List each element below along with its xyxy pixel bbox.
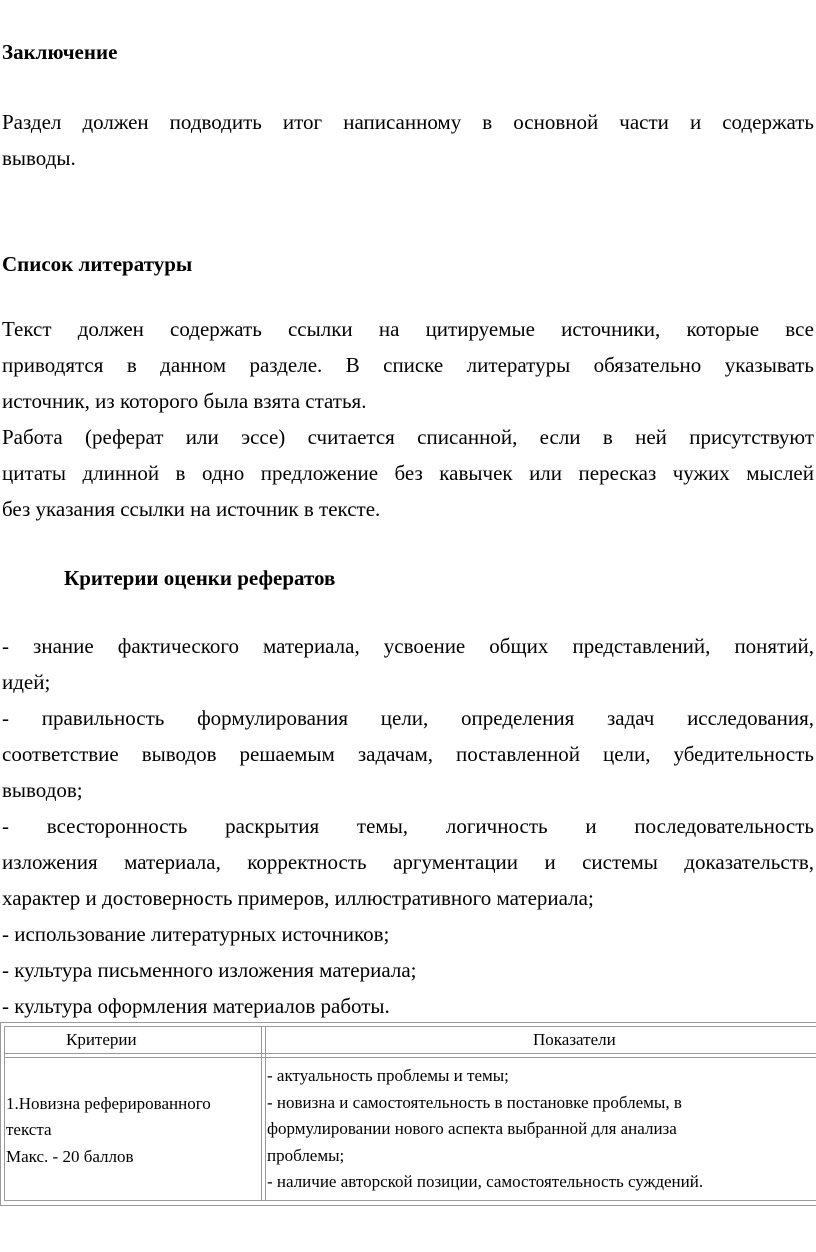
header-indicators: Показатели <box>533 1030 616 1049</box>
text-line: Текст должен содержать ссылки на цитируемые источники, которые все <box>2 317 814 341</box>
list-item: - правильность формулирования цели, определения задач исследования, <box>2 706 814 730</box>
references-paragraph-1 <box>2 311 814 419</box>
text-line: Раздел должен подводить итог написанному в основной части и содержать <box>2 110 814 134</box>
references-paragraph-2 <box>2 419 814 527</box>
text-line: выводы. <box>2 146 76 170</box>
text-line: без указания ссылки на источник в тексте. <box>2 497 381 521</box>
list-item: - всесторонность раскрытия темы, логичность и последовательность <box>2 814 814 838</box>
table-border <box>0 1022 816 1023</box>
header-criteria: Критерии <box>66 1030 137 1049</box>
table-border <box>0 1022 1 1206</box>
list-item-continuation: идей; <box>2 670 51 694</box>
text-line: приводятся в данном разделе. В списке литературы обязательно указывать <box>2 353 814 377</box>
criteria-list <box>2 628 814 1024</box>
conclusion-heading: Заключение <box>2 40 118 64</box>
text-line: источник, из которого была взята статья. <box>2 389 367 413</box>
cell-line: - актуальность проблемы и темы; <box>267 1066 509 1085</box>
cell-line: - наличие авторской позиции, самостоятельность суждений. <box>267 1172 704 1191</box>
cell-line: проблемы; <box>267 1146 345 1165</box>
list-item: - культура оформления материалов работы. <box>2 994 390 1018</box>
table-border <box>4 1200 816 1201</box>
cell-line: Макс. - 20 баллов <box>6 1147 134 1166</box>
list-item: - культура письменного изложения материала; <box>2 958 417 982</box>
cell-line: формулировании нового аспекта выбранной для анализа <box>267 1119 677 1138</box>
list-item: - знание фактического материала, усвоение общих представлений, понятий, <box>2 634 814 658</box>
text-line: Работа (реферат или эссе) считается списанной, если в ней присутствуют <box>2 425 814 449</box>
list-item-continuation: изложения материала, корректность аргументации и системы доказательств, <box>2 850 814 874</box>
table-border <box>0 1205 816 1206</box>
criteria-heading: Критерии оценки рефератов <box>64 566 336 590</box>
references-heading: Список литературы <box>2 252 193 276</box>
cell-line: текста <box>6 1120 52 1139</box>
list-item-continuation: соответствие выводов решаемым задачам, поставленной цели, убедительность <box>2 742 814 766</box>
table-border <box>4 1026 5 1201</box>
list-item: - использование литературных источников; <box>2 922 390 946</box>
table-border <box>265 1026 266 1201</box>
cell-line: - новизна и самостоятельность в постановке проблемы, в <box>267 1093 682 1112</box>
cell-line: 1.Новизна реферированного <box>6 1094 211 1113</box>
table-border <box>4 1057 816 1058</box>
conclusion-paragraph <box>2 104 814 176</box>
text-line: цитаты длинной в одно предложение без кавычек или пересказ чужих мыслей <box>2 461 814 485</box>
criteria-table <box>0 1022 816 1206</box>
table-border <box>261 1026 262 1201</box>
list-item-continuation: характер и достоверность примеров, иллюстративного материала; <box>2 886 594 910</box>
list-item-continuation: выводов; <box>2 778 83 802</box>
